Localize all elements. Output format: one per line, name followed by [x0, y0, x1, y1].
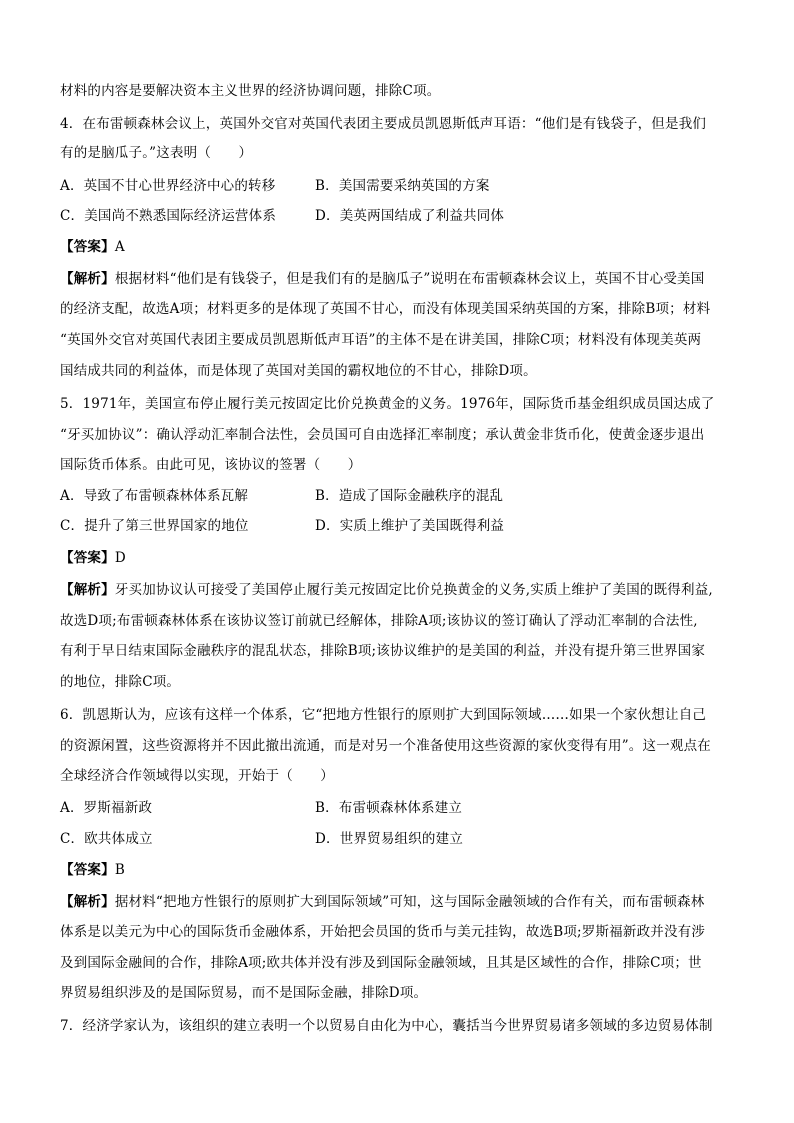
q6-analysis-line-1: [60, 891, 704, 913]
q6-option-d: D．世界贸易组织的建立: [315, 831, 464, 847]
q6-stem-line-3: 全球经济合作领域得以实现，开始于（ ）: [60, 768, 334, 784]
q7-stem-line-1: 7．经济学家认为，该组织的建立表明一个以贸易自由化为中心，囊括当今世界贸易诸多领域的多边贸易体制: [60, 1018, 713, 1034]
q5-analysis-label: 【解析】: [60, 582, 115, 598]
q5-stem-line-2: “牙买加协议”：确认浮动汇率制合法性，会员国可自由选择汇率制度；承认黄金非货币化，使黄金逐步退出: [60, 427, 705, 443]
q4-answer-value: A: [114, 239, 125, 255]
q6-analysis-line-4: 界贸易组织涉及的是国际贸易，而不是国际金融，排除D项。: [60, 985, 428, 1001]
q6-answer-value: B: [114, 862, 125, 878]
q5-analysis-line-2: 故选D项;布雷顿森林体系在该协议签订前就已经解体，排除A项;该协议的签订确认了浮动汇率制的合法性,: [60, 613, 698, 629]
q5-answer-value: D: [114, 550, 126, 566]
q4-answer: [60, 236, 125, 258]
q4-analysis-text-1: 根据材料“他们是有钱袋子，但是我们有的是脑瓜子”说明在布雷顿森林会议上，英国不甘心受美国: [114, 271, 705, 287]
q5-analysis-text-1: 牙买加协议认可接受了美国停止履行美元按固定比价兑换黄金的义务,实质上维护了美国的既得利益,: [114, 582, 713, 598]
q6-analysis-line-3: 及到国际金融间的合作，排除A项;欧共体并没有涉及到国际金融领域，且其是区域性的合作，排除C项；世: [60, 955, 702, 971]
q5-option-a: A．导致了布雷顿森林体系瓦解: [60, 488, 249, 504]
q6-options-row-1: [60, 797, 463, 819]
q4-option-c: C．美国尚不熟悉国际经济运营体系: [60, 208, 277, 224]
q4-option-d: D．美英两国结成了利益共同体: [315, 208, 505, 224]
q5-options-row-2: [60, 515, 505, 537]
q5-option-b: B．造成了国际金融秩序的混乱: [315, 488, 504, 504]
q5-option-c: C．提升了第三世界国家的地位: [60, 518, 249, 534]
q6-stem-line-2: 的资源闲置，这些资源将并不因此撤出流通，而是对另一个准备使用这些资源的家伙变得有用”。这一观点在: [60, 738, 711, 754]
q6-answer: [60, 859, 125, 881]
q5-answer: [60, 547, 126, 569]
q4-option-b: B．美国需要采纳英国的方案: [315, 178, 490, 194]
q5-analysis-line-4: 的地位，排除C项。: [60, 674, 181, 690]
q5-stem-line-3: 国际货币体系。由此可见，该协议的签署（ ）: [60, 457, 362, 473]
q5-options-row-1: [60, 485, 504, 507]
q6-option-b: B．布雷顿森林体系建立: [315, 800, 463, 816]
prev-question-tail: 材料的内容是要解决资本主义世界的经济协调问题，排除C项。: [60, 83, 441, 99]
q5-analysis-line-1: [60, 579, 713, 601]
q6-option-c: C．欧共体成立: [60, 831, 153, 847]
q4-analysis-line-4: 国结成共同的利益体，而是体现了英国对美国的霸权地位的不甘心，排除D项。: [60, 363, 537, 379]
q6-analysis-text-1: 据材料“把地方性银行的原则扩大到国际领域”可知，这与国际金融领域的合作有关，而布雷顿森林: [114, 894, 705, 910]
q4-analysis-line-2: 的经济支配，故选A项；材料更多的是体现了英国不甘心，而没有体现美国采纳英国的方案，排除B项；材料: [60, 301, 711, 317]
q6-analysis-label: 【解析】: [60, 894, 115, 910]
q5-stem-line-1: 5．1971年，美国宣布停止履行美元按固定比价兑换黄金的义务。1976年，国际货币基金组织成员国达成了: [60, 396, 715, 412]
q4-analysis-line-1: [60, 268, 704, 290]
q6-analysis-line-2: 体系是以美元为中心的国际货币金融体系，开始把会员国的货币与美元挂钩，故选B项;罗斯福新政并没有涉: [60, 924, 706, 940]
q4-analysis-line-3: “英国外交官对英国代表团主要成员凯恩斯低声耳语”的主体不是在讲美国，排除C项；材料没有体现美英两: [60, 332, 702, 348]
q6-answer-label: 【答案】: [60, 862, 115, 878]
q4-options-row-1: [60, 175, 490, 197]
q4-options-row-2: [60, 205, 505, 227]
q4-analysis-label: 【解析】: [60, 271, 115, 287]
q6-options-row-2: [60, 828, 464, 850]
q4-option-a: A．英国不甘心世界经济中心的转移: [60, 178, 276, 194]
q4-answer-label: 【答案】: [60, 239, 115, 255]
q4-stem-line-1: 4．在布雷顿森林会议上，英国外交官对英国代表团主要成员凯恩斯低声耳语：“他们是有钱袋子，但是我们: [60, 116, 707, 132]
q6-stem-line-1: 6．凯恩斯认为，应该有这样一个体系，它“把地方性银行的原则扩大到国际领域……如果一个家伙想让自己: [60, 707, 707, 723]
q5-answer-label: 【答案】: [60, 550, 115, 566]
q5-analysis-line-3: 有利于早日结束国际金融秩序的混乱状态，排除B项;该协议维护的是美国的利益，并没有提升第三世界国家: [60, 643, 706, 659]
q6-option-a: A．罗斯福新政: [60, 800, 153, 816]
q4-stem-line-2: 有的是脑瓜子。”这表明（ ）: [60, 145, 253, 161]
q5-option-d: D．实质上维护了美国既得利益: [315, 518, 505, 534]
